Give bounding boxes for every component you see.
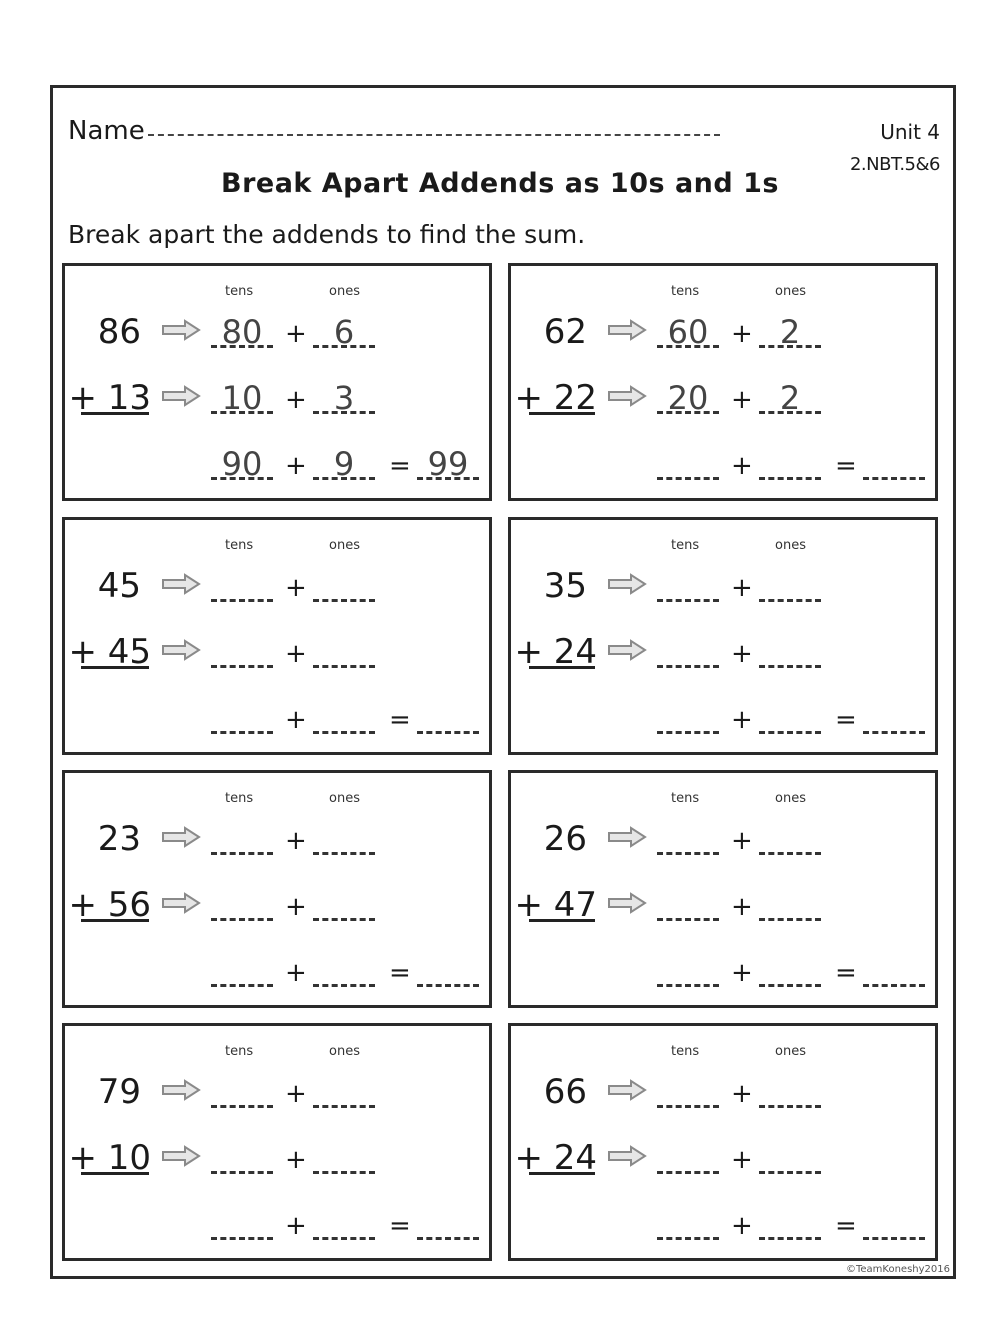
plus-sign: + — [285, 1211, 307, 1241]
right-arrow-icon — [161, 891, 201, 915]
second-tens-blank[interactable] — [211, 885, 273, 925]
addend-underline — [529, 919, 595, 922]
second-tens-blank[interactable] — [211, 632, 273, 672]
plus-sign: + — [285, 573, 307, 603]
plus-sign: + — [285, 451, 307, 481]
plus-sign: + — [731, 1145, 753, 1175]
addend-underline — [81, 1172, 149, 1175]
second-addend: + 24 — [514, 632, 597, 672]
right-arrow-icon — [607, 1078, 647, 1102]
tens-label: tens — [671, 1044, 700, 1059]
plus-sign: + — [285, 892, 307, 922]
addend-underline — [529, 412, 595, 415]
instructions: Break apart the addends to find the sum. — [68, 220, 586, 249]
problem-box — [62, 263, 492, 501]
sum-blank[interactable] — [417, 951, 479, 991]
first-ones-blank[interactable] — [759, 819, 821, 859]
tens-label: tens — [225, 284, 254, 299]
first-ones-blank[interactable] — [759, 566, 821, 606]
second-ones-blank[interactable] — [313, 632, 375, 672]
sum-tens-blank[interactable] — [211, 951, 273, 991]
first-ones-blank[interactable]: 2 — [759, 312, 821, 352]
plus-sign: + — [731, 639, 753, 669]
second-ones-blank[interactable] — [759, 885, 821, 925]
right-arrow-icon — [607, 638, 647, 662]
first-tens-blank[interactable] — [211, 566, 273, 606]
sum-blank[interactable] — [417, 698, 479, 738]
first-tens-blank[interactable]: 60 — [657, 312, 719, 352]
problem-box — [508, 770, 938, 1008]
first-ones-blank[interactable]: 6 — [313, 312, 375, 352]
second-addend: + 56 — [68, 885, 151, 925]
right-arrow-icon — [607, 891, 647, 915]
sum-ones-blank[interactable]: 9 — [313, 444, 375, 484]
plus-sign: + — [285, 319, 307, 349]
first-addend: 79 — [97, 1072, 141, 1112]
first-tens-blank[interactable] — [211, 1072, 273, 1112]
plus-sign: + — [731, 892, 753, 922]
right-arrow-icon — [607, 318, 647, 342]
plus-sign: + — [731, 826, 753, 856]
plus-sign: + — [731, 451, 753, 481]
sum-ones-blank[interactable] — [759, 951, 821, 991]
right-arrow-icon — [607, 384, 647, 408]
sum-tens-blank[interactable] — [657, 1204, 719, 1244]
addend-underline — [529, 666, 595, 669]
sum-ones-blank[interactable] — [313, 698, 375, 738]
tens-label: tens — [671, 538, 700, 553]
plus-sign: + — [285, 958, 307, 988]
plus-sign: + — [285, 639, 307, 669]
plus-sign: + — [731, 1211, 753, 1241]
plus-sign: + — [731, 573, 753, 603]
sum-tens-blank[interactable]: 90 — [211, 444, 273, 484]
first-addend: 86 — [97, 312, 141, 352]
problem-box — [508, 263, 938, 501]
sum-blank[interactable]: 99 — [417, 444, 479, 484]
right-arrow-icon — [161, 825, 201, 849]
second-addend: + 45 — [68, 632, 151, 672]
sum-ones-blank[interactable] — [313, 951, 375, 991]
problem-box — [62, 517, 492, 755]
second-addend: + 47 — [514, 885, 597, 925]
first-ones-blank[interactable] — [313, 1072, 375, 1112]
equals-sign: = — [835, 958, 857, 988]
plus-sign: + — [285, 1079, 307, 1109]
addend-underline — [81, 666, 149, 669]
equals-sign: = — [389, 705, 411, 735]
second-ones-blank[interactable] — [313, 885, 375, 925]
second-ones-blank[interactable] — [759, 632, 821, 672]
first-tens-blank[interactable]: 80 — [211, 312, 273, 352]
tens-label: tens — [671, 791, 700, 806]
addend-underline — [529, 1172, 595, 1175]
plus-sign: + — [285, 826, 307, 856]
sum-ones-blank[interactable] — [313, 1204, 375, 1244]
right-arrow-icon — [161, 384, 201, 408]
first-tens-blank[interactable] — [657, 566, 719, 606]
equals-sign: = — [389, 958, 411, 988]
ones-label: ones — [329, 791, 360, 806]
sum-blank[interactable] — [863, 951, 925, 991]
sum-ones-blank[interactable] — [759, 698, 821, 738]
right-arrow-icon — [161, 1144, 201, 1168]
unit-label: Unit 4 — [880, 120, 940, 144]
sum-blank[interactable] — [417, 1204, 479, 1244]
plus-sign: + — [285, 1145, 307, 1175]
ones-label: ones — [775, 284, 806, 299]
second-tens-blank[interactable] — [657, 1138, 719, 1178]
sum-tens-blank[interactable] — [211, 698, 273, 738]
name-label: Name — [68, 116, 145, 146]
right-arrow-icon — [161, 1078, 201, 1102]
right-arrow-icon — [607, 572, 647, 596]
first-tens-blank[interactable] — [211, 819, 273, 859]
first-addend: 26 — [543, 819, 587, 859]
second-addend: + 22 — [514, 378, 597, 418]
plus-sign: + — [285, 705, 307, 735]
tens-label: tens — [225, 1044, 254, 1059]
right-arrow-icon — [607, 1144, 647, 1168]
first-tens-blank[interactable] — [657, 1072, 719, 1112]
second-addend: + 24 — [514, 1138, 597, 1178]
copyright: ©TeamKoneshy2016 — [845, 1264, 950, 1275]
plus-sign: + — [731, 1079, 753, 1109]
problem-box — [62, 770, 492, 1008]
ones-label: ones — [329, 538, 360, 553]
tens-label: tens — [671, 284, 700, 299]
first-addend: 23 — [97, 819, 141, 859]
first-ones-blank[interactable] — [759, 1072, 821, 1112]
first-ones-blank[interactable] — [313, 566, 375, 606]
sum-tens-blank[interactable] — [657, 698, 719, 738]
second-tens-blank[interactable]: 10 — [211, 378, 273, 418]
problem-box — [62, 1023, 492, 1261]
equals-sign: = — [389, 1211, 411, 1241]
equals-sign: = — [835, 705, 857, 735]
first-addend: 45 — [97, 566, 141, 606]
right-arrow-icon — [607, 825, 647, 849]
right-arrow-icon — [161, 572, 201, 596]
second-ones-blank[interactable] — [313, 1138, 375, 1178]
sum-ones-blank[interactable] — [759, 1204, 821, 1244]
sum-blank[interactable] — [863, 698, 925, 738]
sum-tens-blank[interactable] — [657, 951, 719, 991]
first-ones-blank[interactable] — [313, 819, 375, 859]
sum-blank[interactable] — [863, 444, 925, 484]
plus-sign: + — [285, 385, 307, 415]
plus-sign: + — [731, 385, 753, 415]
second-ones-blank[interactable]: 3 — [313, 378, 375, 418]
right-arrow-icon — [161, 638, 201, 662]
ones-label: ones — [775, 791, 806, 806]
tens-label: tens — [225, 538, 254, 553]
second-tens-blank[interactable] — [657, 885, 719, 925]
plus-sign: + — [731, 705, 753, 735]
equals-sign: = — [835, 1211, 857, 1241]
name-field[interactable] — [148, 134, 720, 136]
problem-box — [508, 1023, 938, 1261]
first-tens-blank[interactable] — [657, 819, 719, 859]
first-addend: 62 — [543, 312, 587, 352]
addend-underline — [81, 412, 149, 415]
ones-label: ones — [775, 538, 806, 553]
second-ones-blank[interactable]: 2 — [759, 378, 821, 418]
problem-box — [508, 517, 938, 755]
ones-label: ones — [329, 284, 360, 299]
sum-blank[interactable] — [863, 1204, 925, 1244]
plus-sign: + — [731, 958, 753, 988]
equals-sign: = — [835, 451, 857, 481]
addend-underline — [81, 919, 149, 922]
first-addend: 35 — [543, 566, 587, 606]
first-addend: 66 — [543, 1072, 587, 1112]
tens-label: tens — [225, 791, 254, 806]
standard-label: 2.NBT.5&6 — [849, 154, 940, 175]
equals-sign: = — [389, 451, 411, 481]
second-tens-blank[interactable] — [211, 1138, 273, 1178]
sum-ones-blank[interactable] — [759, 444, 821, 484]
second-tens-blank[interactable]: 20 — [657, 378, 719, 418]
second-addend: + 10 — [68, 1138, 151, 1178]
second-ones-blank[interactable] — [759, 1138, 821, 1178]
ones-label: ones — [775, 1044, 806, 1059]
sum-tens-blank[interactable] — [211, 1204, 273, 1244]
ones-label: ones — [329, 1044, 360, 1059]
second-addend: + 13 — [68, 378, 151, 418]
right-arrow-icon — [161, 318, 201, 342]
second-tens-blank[interactable] — [657, 632, 719, 672]
worksheet-title: Break Apart Addends as 10s and 1s — [221, 168, 779, 199]
sum-tens-blank[interactable] — [657, 444, 719, 484]
plus-sign: + — [731, 319, 753, 349]
